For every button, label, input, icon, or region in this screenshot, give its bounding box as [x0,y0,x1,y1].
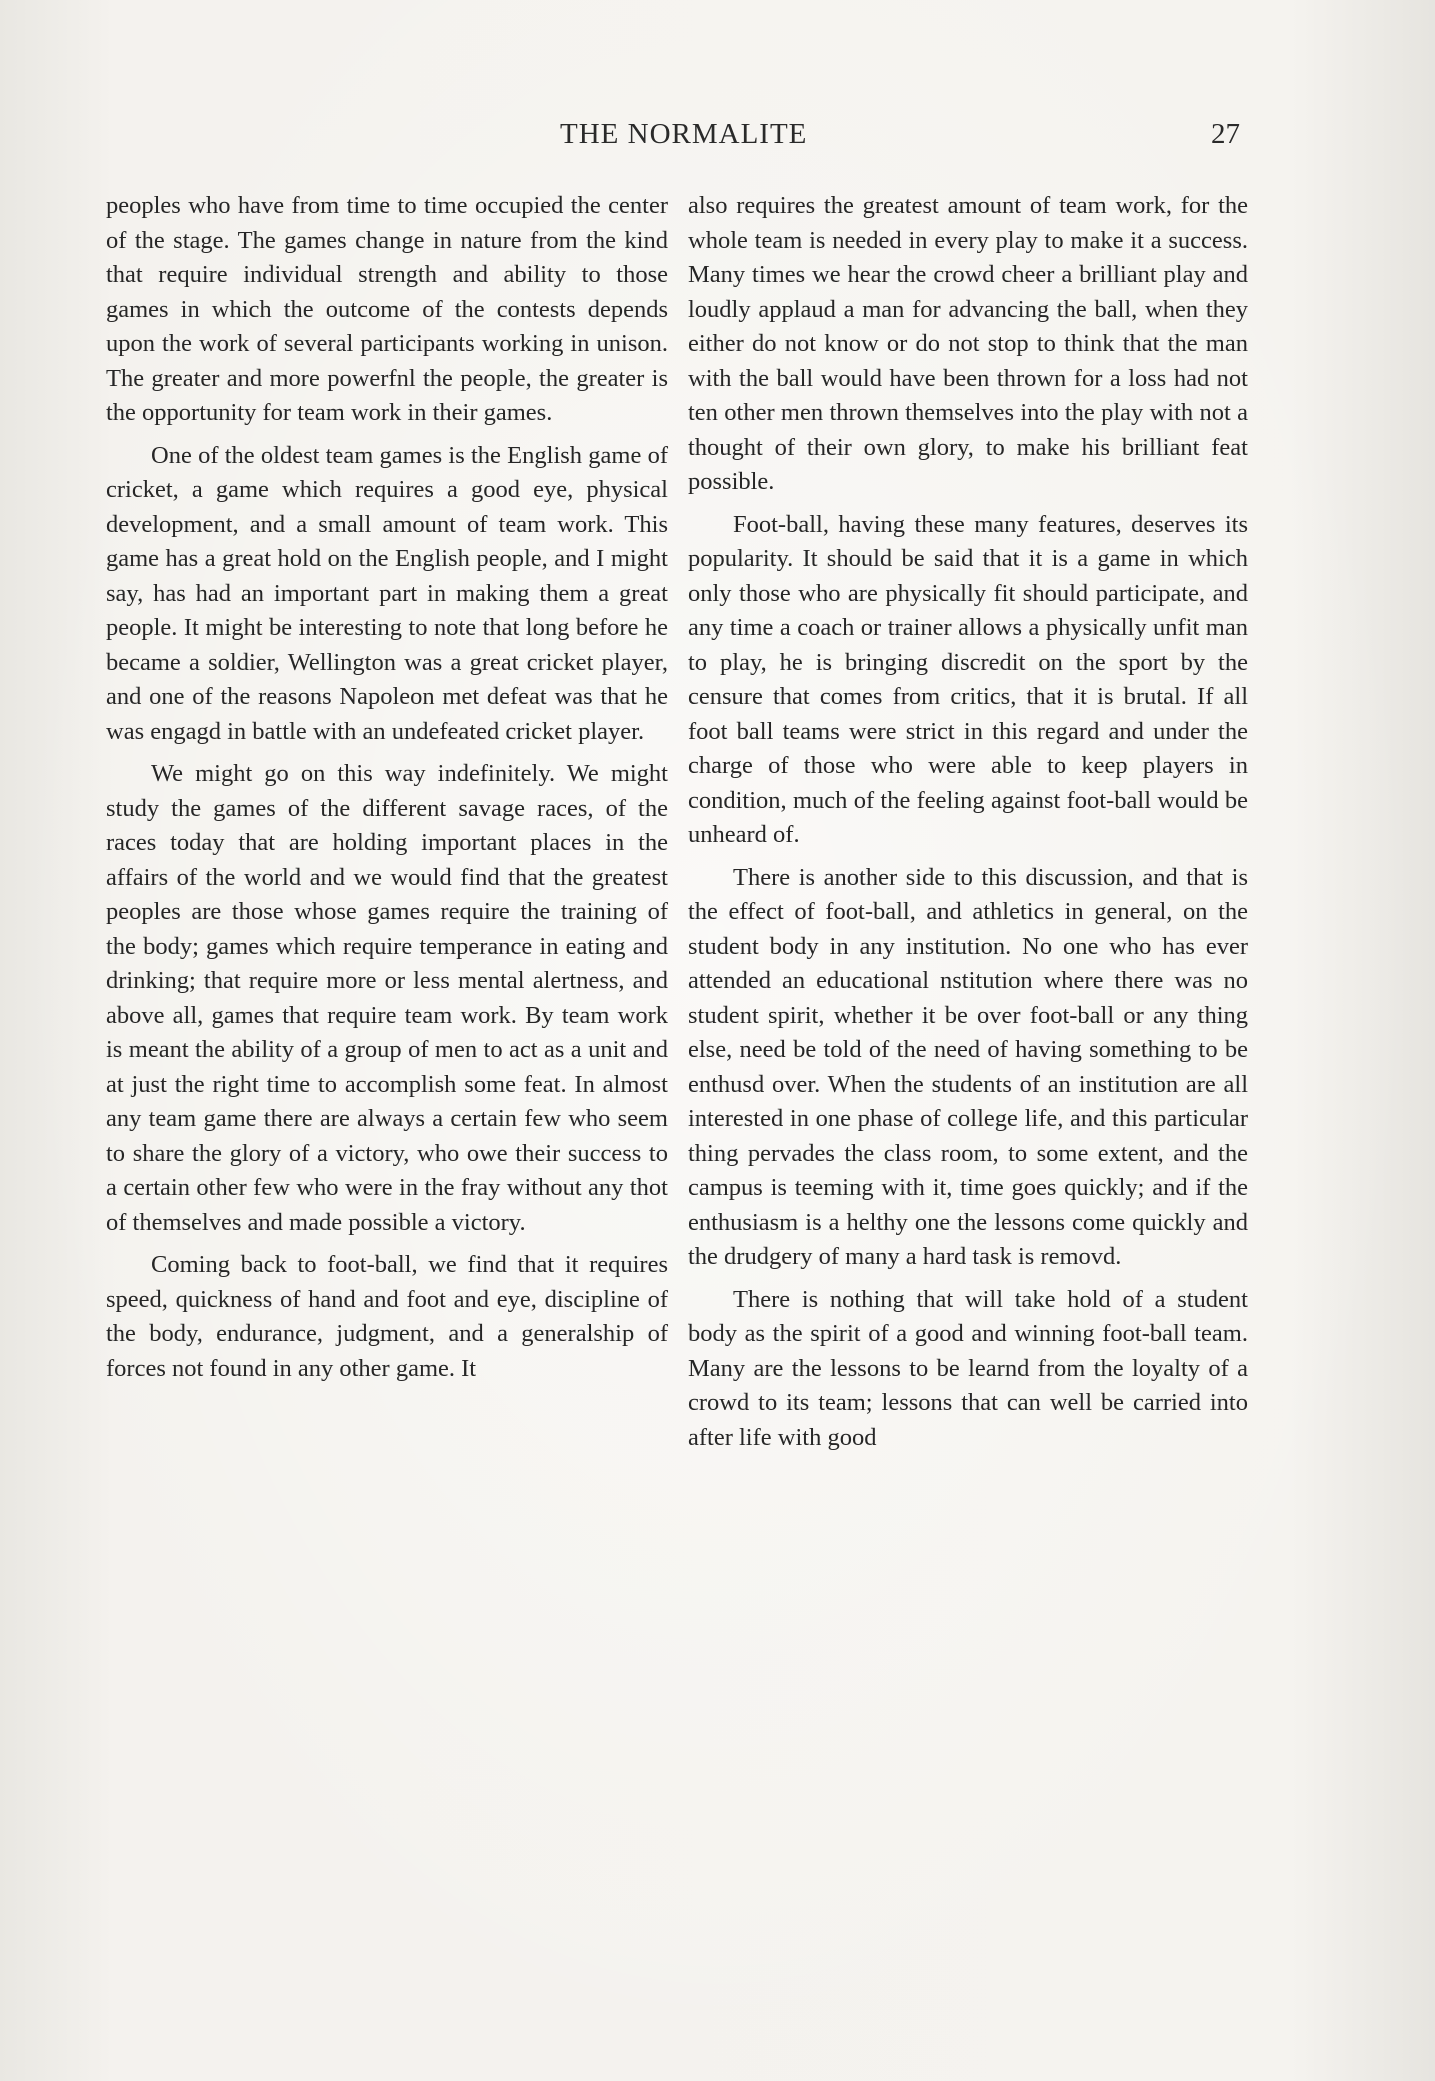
paragraph: Coming back to foot-ball, we find that it requires speed, quickness of hand and foot and eye, discipline of the body, endurance, judgment, and a generalship of forces not found in any other game. It [106,1251,668,1382]
right-column [688,189,1248,1463]
paragraph: We might go on this way indefinitely. We might study the games of the different savage races, of the races today that are holding important places in the affairs of the world and we would find that the greatest peoples are those whose games require the training of the body; games which require temperance in eating and drinking; that require more or less mental alertness, and above all, games that require team work. By team work is meant the ability of a group of men to act as a unit and at just the right time to accomplish some feat. In almost any team game there are always a certain few who seem to share the glory of a victory, who owe their success to a certain other few who were in the fray without any thot of themselves and made possible a victory. [106,760,668,1236]
left-column [106,189,668,1394]
paragraph: One of the oldest team games is the English game of cricket, a game which requires a good eye, physical development, and a small amount of team work. This game has a great hold on the English people, and I might say, has had an important part in making them a great people. It might be interesting to note that long before he became a soldier, Wellington was a great cricket player, and one of the reasons Napoleon met defeat was that he was engagd in battle with an undefeated cricket player. [106,441,668,745]
paragraph: peoples who have from time to time occupied the center of the stage. The games change in nature from the kind that require individual strength and ability to those games in which the outcome of the contests depends upon the work of several participants working in unison. The greater and more powerfnl the people, the greater is the opportunity for team work in their games. [106,192,668,426]
paragraph: Foot-ball, having these many features, deserves its popularity. It should be said that it is a game in which only those who are physically fit should participate, and any time a coach or trainer allows a physically unfit man to play, he is bringing discredit on the sport by the censure that comes from critics, that it is brutal. If all foot ball teams were strict in this regard and under the charge of those who were able to keep players in condition, much of the feeling against foot-ball would be unheard of. [688,510,1248,848]
page-header [120,118,1240,158]
page-number: 27 [1211,118,1240,150]
paragraph: There is nothing that will take hold of a student body as the spirit of a good and winning foot-ball team. Many are the lessons to be learnd from the loyalty of a crowd to its team; lessons that can well be carried into after life with good [688,1285,1248,1451]
publication-title: THE NORMALITE [560,118,808,150]
paragraph: There is another side to this discussion, and that is the effect of foot-ball, and athletics in general, on the student body in any institution. No one who has ever attended an educational nstitution where there was no student spirit, whether it be over foot-ball or any thing else, need be told of the need of having something to be enthusd over. When the students of an institution are all interested in one phase of college life, and this particular thing pervades the class room, to some extent, and the campus is teeming with it, time goes quickly; and if the enthusiasm is a helthy one the lessons come quickly and the drudgery of many a hard task is removd. [688,863,1248,1270]
paragraph: also requires the greatest amount of team work, for the whole team is needed in every play to make it a success. Many times we hear the crowd cheer a brilliant play and loudly applaud a man for advancing the ball, when they either do not know or do not stop to think that the man with the ball would have been thrown for a loss had not ten other men thrown themselves into the play with not a thought of their own glory, to make his brilliant feat possible. [688,192,1248,495]
